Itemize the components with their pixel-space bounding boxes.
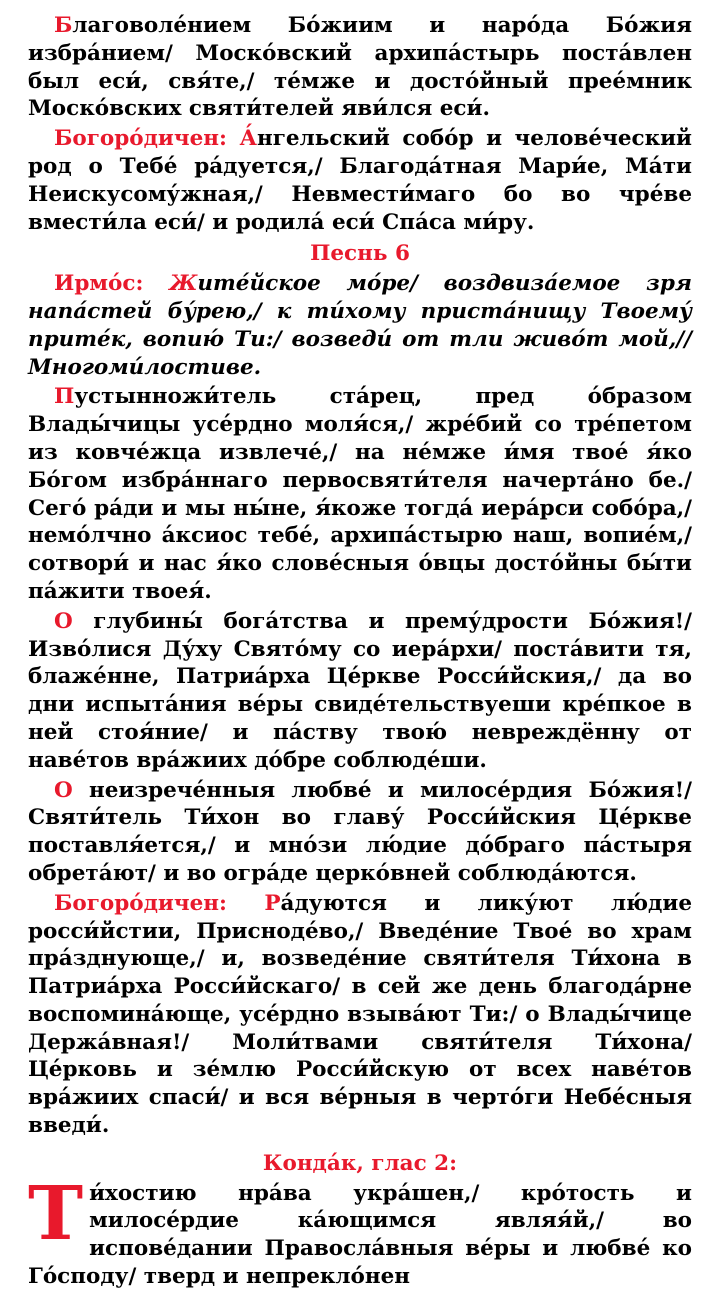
rubric-label: Богоро́дичен: bbox=[54, 126, 240, 152]
paragraph-initial: О bbox=[54, 608, 73, 634]
paragraph-initial: А́ bbox=[239, 126, 258, 152]
troparion-paragraph bbox=[28, 383, 692, 605]
paragraph-text: глубины́ бога́тства и прему́дрости Бо́жия!/ Изво́лися Ду́ху Свято́му со иера́рхи/ поста́вити тя, блаже́нне, Патриа́рха Це́ркве Росси́йския,/ да во дни испыта́ния ве́ры свиде́тельствуеши кре́пкое в ней стоя́ние/ и па́ству твою́ невреждённу от наве́тов вра́жиих до́бре соблюде́ши. bbox=[28, 608, 692, 773]
paragraph-initial: П bbox=[54, 384, 75, 410]
irmos-paragraph bbox=[28, 270, 692, 381]
troparion-paragraph bbox=[28, 777, 692, 888]
rubric-label: Ирмо́с: bbox=[54, 271, 170, 297]
troparion-paragraph bbox=[28, 12, 692, 123]
paragraph-text: нгельский собо́р и челове́ческий род о Тебе́ ра́дуется,/ Благода́тная Мари́е, Ма́ти Неискусому́жная,/ Невмести́маго бо во чре́ве вмести́ла еси́/ и родила́ еси́ Спа́са ми́ру. bbox=[28, 126, 693, 235]
paragraph-initial: Б bbox=[54, 13, 73, 38]
theotokion-paragraph bbox=[28, 125, 692, 236]
paragraph-text: а́дуются и лику́ют лю́дие росси́йстии, Присноде́во,/ Введе́ние Твое́ во храм пра́зднующе,/ и, возведе́ние святи́теля Ти́хона в Патриа́рха Росси́йскаго/ в сей же день благода́рне воспомина́юще, усе́рдно взыва́ют Ти:/ о Влады́чице Держа́вная!/ Моли́твами святи́теля Ти́хона/ Це́рковь и зе́млю Росси́йскую от всех наве́тов вра́жиих спаси́/ и вся ве́рныя в черто́ги Небе́сныя введи́. bbox=[28, 890, 692, 1139]
rubric-label: Богоро́дичен: bbox=[54, 890, 265, 916]
theotokion-paragraph bbox=[28, 890, 692, 1140]
kondak-paragraph bbox=[28, 1170, 692, 1291]
paragraph-text: неизрече́нныя любве́ и милосе́рдия Бо́жия!/ Святи́тель Ти́хон во главу́ Росси́йския Це́ркве поставля́ется,/ и мно́зи лю́дие до́браго па́стыря обрета́ют/ и во огра́де церко́вней соблюда́ются. bbox=[28, 777, 692, 886]
troparion-paragraph bbox=[28, 608, 692, 775]
paragraph-text: устынножи́тель ста́рец, пред о́бразом Влады́чицы усе́рдно моля́ся,/ жре́бий со тре́петом из ковче́жца извлече́,/ на не́мже и́мя твое́ я́ко Бо́гом избра́ннаго первосвяти́теля начерта́но бе./ Сего́ ра́ди и мы ны́не, я́коже тогда́ иера́рси собо́ра,/ немо́лчно а́ксиос тебе́, архипа́стырю наш, вопие́м,/ сотвори́ и нас я́ко слове́сныя о́вцы досто́йны бы́ти па́жити твоея́. bbox=[28, 384, 692, 604]
paragraph-text: и́хостию нра́ва укра́шен,/ кро́тость и милосе́рдие ка́ющимся являя́й,/ во испове́дании Правосла́вныя ве́ры и любве́ ко Го́споду/ тверд и непрекло́нен bbox=[28, 1180, 692, 1290]
song-heading: Песнь 6 bbox=[310, 241, 410, 267]
kondak-heading: Конда́к, глас 2: bbox=[262, 1150, 458, 1176]
paragraph-initial: Ж bbox=[169, 271, 198, 297]
paragraph-initial: О bbox=[54, 777, 73, 803]
drop-cap-letter: Т bbox=[28, 1170, 84, 1257]
paragraph-text: ите́йское мо́ре/ воздвиза́емое зря напа́стей бу́рею,/ к ти́хому приста́нищу Твоему́ прите́к, вопию́ Ти:/ возведи́ от тли живо́т мой,// Многоми́лостиве. bbox=[28, 271, 692, 380]
paragraph-text: лаговоле́нием Бо́жиим и наро́да Бо́жия избра́нием/ Моско́вский архипа́стырь поста́влен был еси́, свя́те,/ те́мже и досто́йный прее́мник Моско́вских святи́телей яви́лся еси́. bbox=[28, 13, 692, 122]
paragraph-initial: Р bbox=[264, 890, 281, 916]
